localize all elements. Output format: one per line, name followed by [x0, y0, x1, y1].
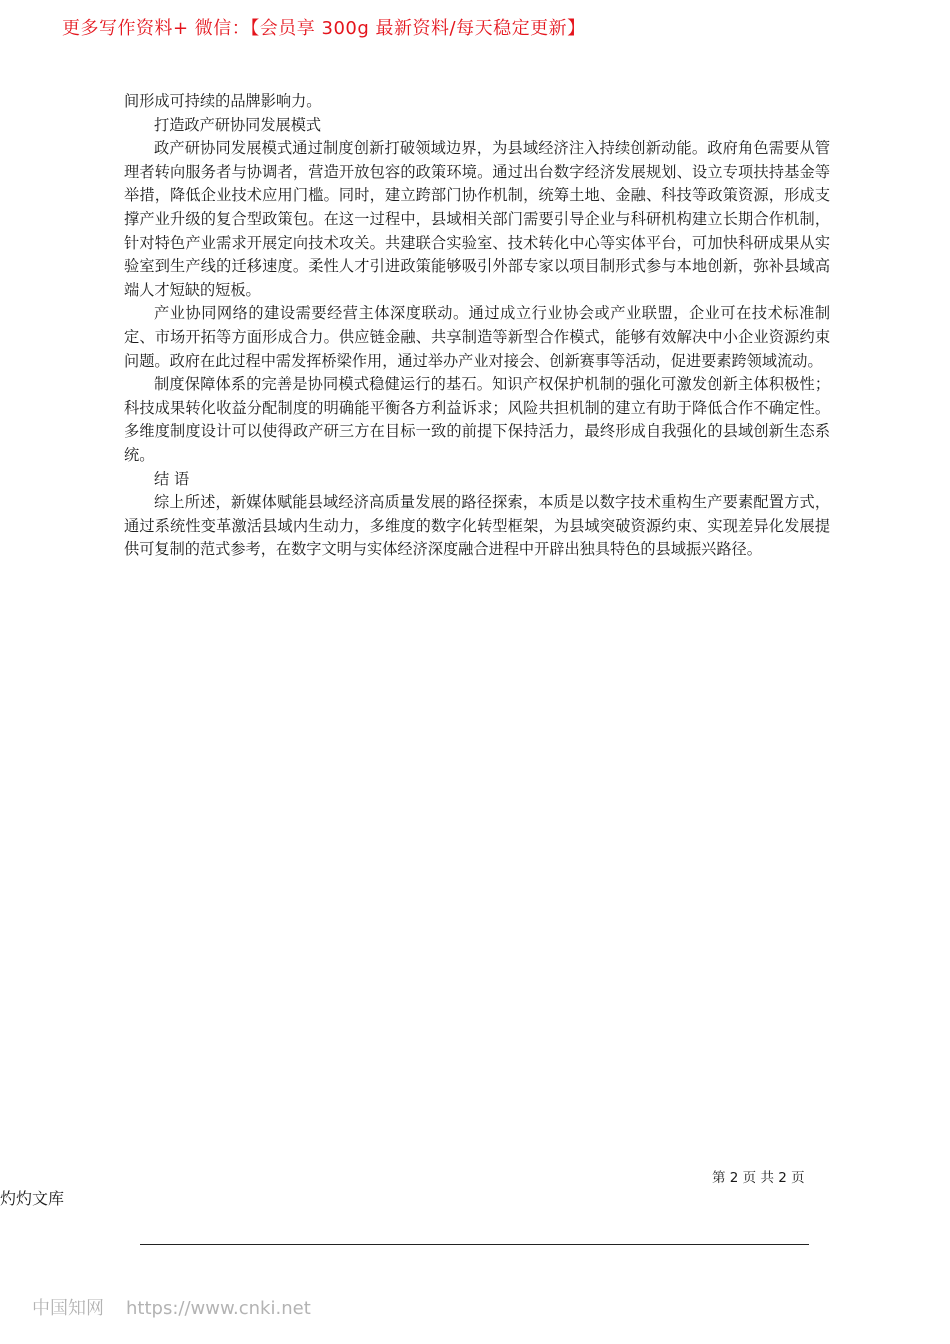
paragraph: 产业协同网络的建设需要经营主体深度联动。通过成立行业协会或产业联盟，企业可在技术标准制定、市场开拓等方面形成合力。供应链金融、共享制造等新型合作模式，能够有效解决中小企业资源约束问题。政府在此过程中需发挥桥梁作用，通过举办产业对接会、创新赛事等活动，促进要素跨领域流动。 — [124, 304, 830, 370]
watermark-site-name: 中国知网 — [32, 1298, 104, 1319]
conclusion-heading: 结 语 — [154, 469, 190, 488]
document-body — [124, 90, 830, 562]
page-number: 第 2 页 共 2 页 — [712, 1170, 805, 1186]
watermark — [32, 1294, 311, 1320]
section-heading: 打造政产研协同发展模式 — [154, 115, 322, 134]
library-name: 灼灼文库 — [0, 1189, 65, 1208]
watermark-url: https://www.cnki.net — [126, 1298, 311, 1319]
footer-divider — [140, 1244, 809, 1245]
promo-banner: 更多写作资料+ 微信：【会员享 300g 最新资料/每天稳定更新】 — [62, 18, 586, 39]
paragraph: 制度保障体系的完善是协同模式稳健运行的基石。知识产权保护机制的强化可激发创新主体积极性；科技成果转化收益分配制度的明确能平衡各方利益诉求；风险共担机制的建立有助于降低合作不确定性。多维度制度设计可以使得政产研三方在目标一致的前提下保持活力，最终形成自我强化的县域创新生态系统。 — [124, 375, 830, 464]
paragraph: 政产研协同发展模式通过制度创新打破领域边界，为县域经济注入持续创新动能。政府角色需要从管理者转向服务者与协调者，营造开放包容的政策环境。通过出台数字经济发展规划、设立专项扶持基金等举措，降低企业技术应用门槛。同时，建立跨部门协作机制，统筹土地、金融、科技等政策资源，形成支撑产业升级的复合型政策包。在这一过程中，县域相关部门需要引导企业与科研机构建立长期合作机制，针对特色产业需求开展定向技术攻关。共建联合实验室、技术转化中心等实体平台，可加快科研成果从实验室到生产线的迁移速度。柔性人才引进政策能够吸引外部专家以项目制形式参与本地创新，弥补县域高端人才短缺的短板。 — [124, 139, 830, 299]
paragraph: 综上所述，新媒体赋能县域经济高质量发展的路径探索，本质是以数字技术重构生产要素配置方式，通过系统性变革激活县域内生动力，多维度的数字化转型框架，为县域突破资源约束、实现差异化发展提供可复制的范式参考，在数字文明与实体经济深度融合进程中开辟出独具特色的县域振兴路径。 — [124, 493, 830, 559]
paragraph: 间形成可持续的品牌影响力。 — [124, 92, 322, 110]
